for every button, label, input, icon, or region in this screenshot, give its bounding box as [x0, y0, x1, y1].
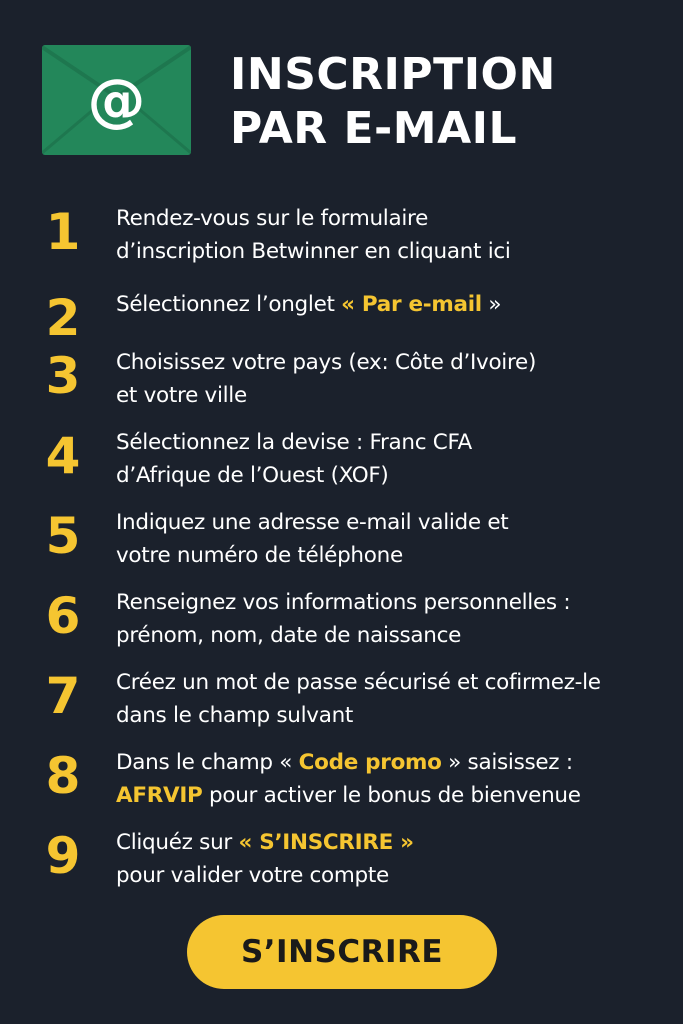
signup-highlight: « S’INSCRIRE »: [238, 830, 414, 855]
step-number: 2: [45, 289, 81, 347]
at-symbol: @: [87, 66, 146, 134]
step-line-1: [116, 826, 671, 859]
step-text: [116, 288, 671, 321]
step-text: [116, 346, 671, 412]
step-1: [0, 200, 683, 280]
step-number: 8: [45, 747, 81, 805]
step-line-2: [116, 779, 671, 812]
step-text: [116, 746, 671, 812]
step-5: [0, 504, 683, 584]
step-line-2: et votre ville: [116, 383, 247, 408]
step-line-1: Sélectionnez la devise : Franc CFA: [116, 430, 472, 455]
step-number: 9: [45, 827, 81, 885]
step-line-2: pour valider votre compte: [116, 863, 389, 888]
step-text: [116, 426, 671, 492]
step-9: [0, 824, 683, 904]
step-number: 3: [45, 347, 81, 405]
at-envelope-icon: [42, 45, 191, 155]
step-4: [0, 424, 683, 504]
title-line-1: INSCRIPTION: [230, 49, 556, 100]
step-text: [116, 202, 671, 268]
step-7: [0, 664, 683, 744]
step-3: [0, 344, 683, 424]
tab-email-highlight: « Par e-mail: [341, 292, 482, 317]
step-8: [0, 744, 683, 824]
step-text: [116, 586, 671, 652]
step-line-1: Rendez-vous sur le formulaire: [116, 206, 429, 231]
step-text-part: » saisissez :: [441, 750, 573, 775]
step-line-1: Renseignez vos informations personnelles :: [116, 590, 571, 615]
signup-button[interactable]: S’INSCRIRE: [187, 915, 497, 989]
step-text: [116, 666, 671, 732]
title-line-2: PAR E-MAIL: [230, 103, 518, 154]
step-line-2: votre numéro de téléphone: [116, 543, 403, 568]
step-text: [116, 506, 671, 572]
step-line-2: d’Afrique de l’Ouest (XOF): [116, 463, 389, 488]
header: [0, 0, 683, 180]
page-title: [230, 48, 650, 156]
step-line-2: prénom, nom, date de naissance: [116, 623, 462, 648]
step-text-part: Cliquéz sur: [116, 830, 239, 855]
promo-field-highlight: Code promo: [298, 750, 442, 775]
step-line-2: d’inscription Betwinner en cliquant ici: [116, 239, 511, 264]
step-line-1: Indiquez une adresse e-mail valide et: [116, 510, 509, 535]
step-text-part: pour activer le bonus de bienvenue: [202, 783, 581, 808]
step-text-part: »: [481, 292, 502, 317]
step-number: 4: [45, 427, 81, 485]
step-line-2: dans le champ sulvant: [116, 703, 354, 728]
step-text-part: Dans le champ «: [116, 750, 299, 775]
step-line-1: Choisissez votre pays (ex: Côte d’Ivoire): [116, 350, 537, 375]
step-number: 1: [45, 203, 81, 261]
step-number: 5: [45, 507, 81, 565]
promo-code: AFRVIP: [116, 783, 203, 808]
step-line-1: [116, 288, 671, 321]
step-number: 6: [45, 587, 81, 645]
step-line-1: Créez un mot de passe sécurisé et cofirmez-le: [116, 670, 601, 695]
step-number: 7: [45, 667, 81, 725]
step-text: [116, 826, 671, 892]
step-line-1: [116, 746, 671, 779]
step-6: [0, 584, 683, 664]
step-text-part: Sélectionnez l’onglet: [116, 292, 342, 317]
